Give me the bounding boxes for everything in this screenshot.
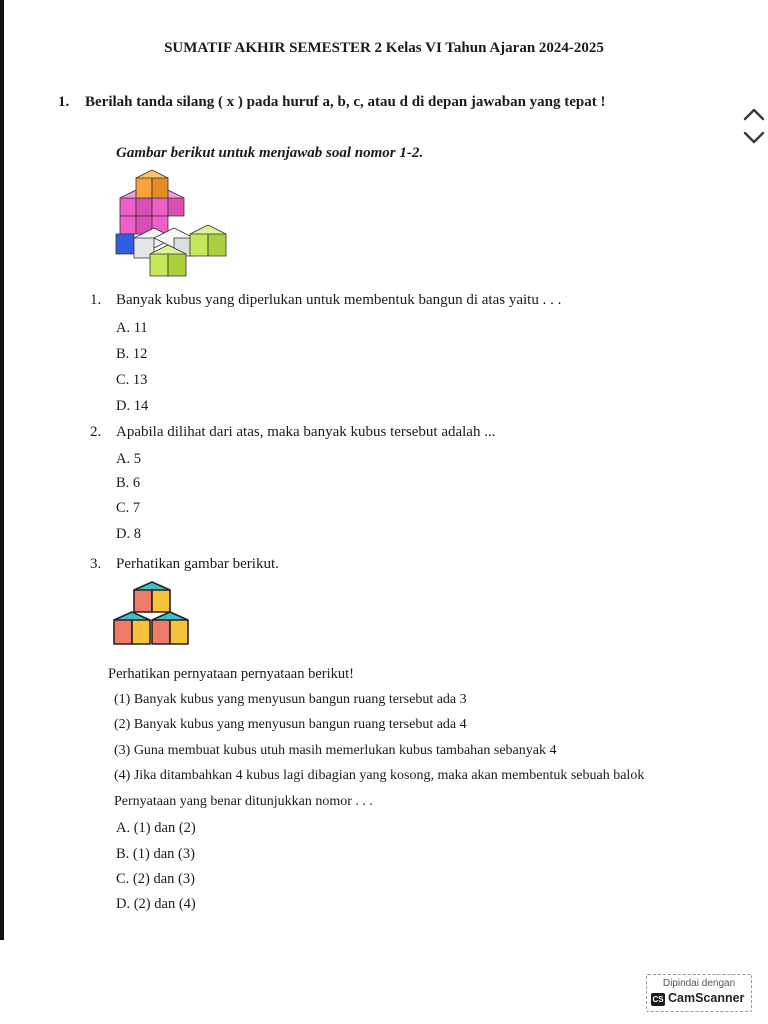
instruction-text: Berilah tanda silang ( x ) pada huruf a, b, c, atau d di depan jawaban yang tepat ! xyxy=(85,94,606,110)
q1-option-b[interactable]: B. 12 xyxy=(116,346,148,362)
cube-stack-figure xyxy=(110,168,235,286)
page-edge-bar xyxy=(0,0,4,940)
chevron-down-icon xyxy=(740,128,768,148)
question-text: Banyak kubus yang diperlukan untuk membentuk bangun di atas yaitu . . . xyxy=(116,292,562,308)
question-1 xyxy=(90,292,690,312)
question-text: Perhatikan gambar berikut. xyxy=(116,556,279,572)
question-number: 1. xyxy=(90,292,102,308)
statement-2: (2) Banyak kubus yang menyusun bangun ruang tersebut ada 4 xyxy=(114,717,467,732)
question-text: Apabila dilihat dari atas, maka banyak kubus tersebut adalah ... xyxy=(116,424,496,440)
q1-option-d[interactable]: D. 14 xyxy=(116,398,149,414)
question-2 xyxy=(90,424,690,444)
q3-option-b[interactable]: B. (1) dan (3) xyxy=(116,846,195,862)
watermark-line1: Dipindai dengan xyxy=(662,978,736,989)
q3-option-d[interactable]: D. (2) dan (4) xyxy=(116,896,196,912)
q3-option-c[interactable]: C. (2) dan (3) xyxy=(116,871,195,887)
question-prompt: Pernyataan yang benar ditunjukkan nomor . . . xyxy=(114,794,373,809)
instruction-number: 1. xyxy=(58,94,70,110)
exam-title: SUMATIF AKHIR SEMESTER 2 Kelas VI Tahun Ajaran 2024-2025 xyxy=(164,40,604,56)
q2-option-d[interactable]: D. 8 xyxy=(116,526,141,542)
watermark-line2: CamScanner xyxy=(668,991,745,1005)
camscanner-logo-icon: CS xyxy=(652,995,664,1004)
scroll-up-button[interactable] xyxy=(740,104,768,124)
three-cube-figure xyxy=(108,578,200,650)
q2-option-a[interactable]: A. 5 xyxy=(116,451,141,467)
scroll-down-button[interactable] xyxy=(740,128,768,148)
statement-3: (3) Guna membuat kubus utuh masih memerlukan kubus tambahan sebanyak 4 xyxy=(114,743,557,758)
statement-1: (1) Banyak kubus yang menyusun bangun ruang tersebut ada 3 xyxy=(114,692,467,707)
figure-caption: Gambar berikut untuk menjawab soal nomor 1-2. xyxy=(116,145,424,161)
q2-option-c[interactable]: C. 7 xyxy=(116,500,141,516)
q1-option-c[interactable]: C. 13 xyxy=(116,372,148,388)
camscanner-watermark xyxy=(646,974,752,1012)
statement-4: (4) Jika ditambahkan 4 kubus lagi dibagian yang kosong, maka akan membentuk sebuah balok xyxy=(114,768,645,783)
chevron-up-icon xyxy=(740,104,768,124)
instruction xyxy=(0,94,768,114)
statements-heading: Perhatikan pernyataan pernyataan berikut! xyxy=(108,666,354,682)
question-3 xyxy=(90,556,690,576)
q2-option-b[interactable]: B. 6 xyxy=(116,475,141,491)
question-number: 2. xyxy=(90,424,102,440)
q1-option-a[interactable]: A. 11 xyxy=(116,320,148,336)
question-number: 3. xyxy=(90,556,102,572)
q3-option-a[interactable]: A. (1) dan (2) xyxy=(116,820,196,836)
